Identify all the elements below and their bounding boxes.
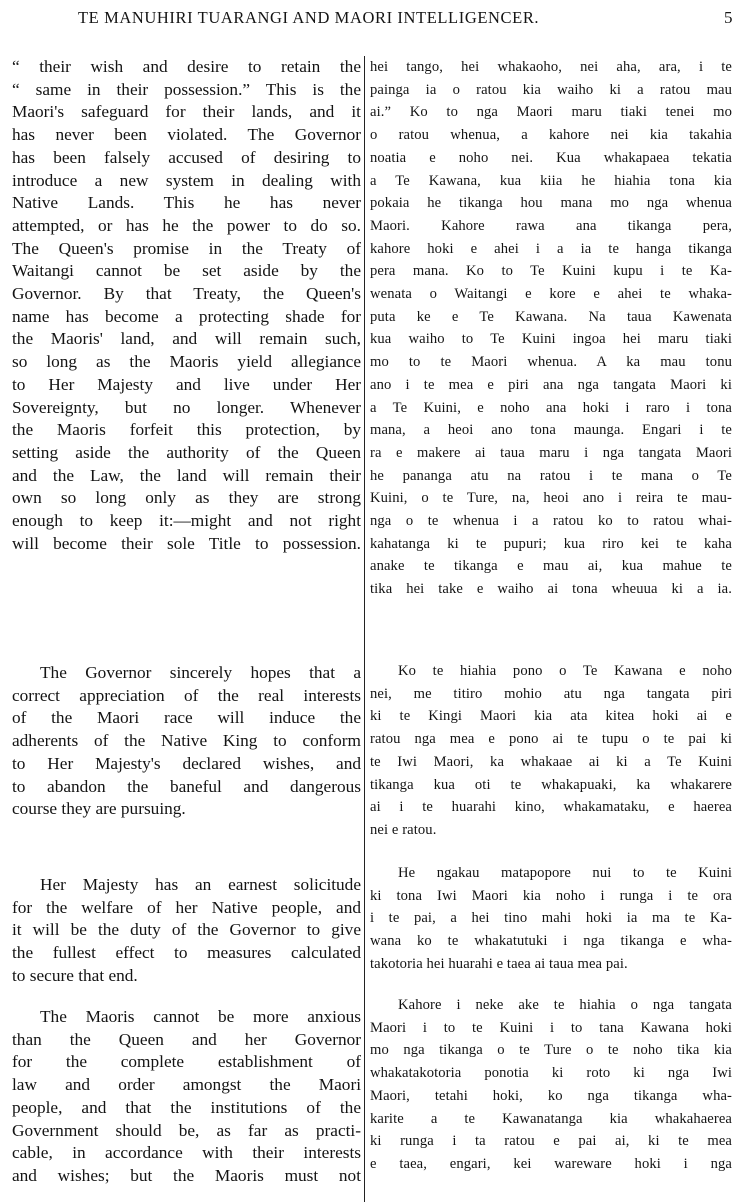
maori-paragraph bbox=[370, 56, 732, 601]
english-paragraph bbox=[12, 56, 361, 555]
text-line: a Te Kuini, e noho ana hoki i raro i tona bbox=[370, 399, 732, 416]
text-line: wenata o Waitangi e kore e ahei te whaka- bbox=[370, 286, 732, 303]
text-line: of the Maori race will induce the bbox=[12, 708, 361, 728]
text-line: painga ia o ratou kia waiho ki a ratou mau bbox=[370, 81, 732, 98]
text-line: has been falsely accused of desiring to bbox=[12, 147, 361, 167]
text-line: nei, me titiro mohio atu nga tangata piri bbox=[370, 685, 732, 702]
text-line: correct appreciation of the real interests bbox=[12, 685, 361, 705]
maori-paragraph bbox=[370, 994, 732, 1176]
text-line: noatia e noho nei. Kua whakapaea tekatia bbox=[370, 149, 732, 166]
english-column bbox=[12, 56, 361, 1202]
english-paragraph bbox=[12, 1006, 361, 1188]
text-line: kua waiho to Te Kuini ingoa hei maru tiaki bbox=[370, 331, 732, 348]
text-line: te Iwi Maori, ka whakaae ai ki a Te Kuini bbox=[370, 753, 732, 770]
text-line: the fullest effect to measures calculated bbox=[12, 943, 361, 963]
text-line: kahore hoki e ahei i a ia te hanga tikanga bbox=[370, 240, 732, 257]
text-line: The Maoris cannot be more anxious bbox=[40, 1007, 361, 1026]
text-line: wana ko te whakatutuki i nga tikanga e wha- bbox=[370, 933, 732, 950]
column-divider bbox=[364, 56, 365, 1202]
text-line: to secure that end. bbox=[12, 965, 138, 985]
text-line: mo nga tikanga o te Ture o te noho tika kia bbox=[370, 1042, 732, 1059]
running-header bbox=[0, 6, 748, 32]
text-line: He ngakau matapopore nui to te Kuini bbox=[398, 865, 732, 881]
text-line: ai i te huarahi kino, whakamataku, e haerea bbox=[370, 799, 732, 816]
text-line: Maori. Kahore rawa ana tikanga pera, bbox=[370, 217, 732, 234]
text-line: Maori, tetahi hoki, ko nga tikanga wha- bbox=[370, 1087, 732, 1104]
english-paragraph bbox=[12, 874, 361, 988]
text-line: and the Law, the land will remain their bbox=[12, 465, 361, 485]
text-line: ra e makere ai taua maru i nga tangata Maori bbox=[370, 444, 732, 461]
text-line: o ratou whenua, a kahore nei kia takahia bbox=[370, 127, 732, 144]
text-line: ki tona Iwi Maori kia noho i runga i te ora bbox=[370, 887, 732, 904]
text-line: e taea, engari, kei wareware hoki i nga bbox=[370, 1155, 732, 1172]
text-line: will become their sole Title to possession. bbox=[12, 533, 361, 553]
running-title: TE MANUHIRI TUARANGI AND MAORI INTELLIGENCER. bbox=[78, 8, 540, 27]
text-line: law and order amongst the Maori bbox=[12, 1075, 361, 1095]
text-line: the Maoris' land, and will remain such, bbox=[12, 329, 361, 349]
text-line: ai.” Ko to nga Maori maru tiaki tenei mo bbox=[370, 104, 732, 121]
text-line: the Maoris forfeit this protection, by bbox=[12, 420, 361, 440]
text-line: hei tango, hei whakaoho, nei aha, ara, i te bbox=[370, 59, 732, 75]
text-line: “ same in their possession.” This is the bbox=[12, 79, 361, 99]
text-line: takotoria hei huarahi e taea ai taua mea pai. bbox=[370, 955, 628, 972]
text-line: Maori i to te Kuini i to tana Kawana hoki bbox=[370, 1019, 732, 1036]
text-line: has never been violated. The Governor bbox=[12, 125, 361, 145]
text-line: Sovereignty, but no longer. Whenever bbox=[12, 397, 361, 417]
text-line: enough to keep it:—might and not right bbox=[12, 511, 361, 531]
text-line: so long as the Maoris yield allegiance bbox=[12, 352, 361, 372]
text-line: ratou nga mea e pono ai te tupu o te pai ki bbox=[370, 731, 732, 748]
text-line: Her Majesty has an earnest solicitude bbox=[40, 875, 361, 894]
text-line: ano i te mea e piri ana nga tangata Maori ki bbox=[370, 376, 732, 393]
text-line: puta ke e Te Kawana. Na taua Kawenata bbox=[370, 308, 732, 325]
text-line: cable, in accordance with their interests bbox=[12, 1143, 361, 1163]
text-line: a Te Kawana, kua kiia he hiahia tona kia bbox=[370, 172, 732, 189]
text-line: karite a te Kawanatanga kia whakahaerea bbox=[370, 1110, 732, 1127]
text-line: tikanga kua oti te whakapuaki, ka whakarere bbox=[370, 776, 732, 793]
text-line: pera mana. Ko to Te Kuini kupu i te Ka- bbox=[370, 263, 732, 280]
maori-paragraph bbox=[370, 862, 732, 976]
text-line: mo to te Maori whenua. A ka mau tonu bbox=[370, 354, 732, 371]
text-line: Kahore i neke ake te hiahia o nga tangata bbox=[398, 997, 732, 1013]
text-line: Native Lands. This he has never bbox=[12, 193, 361, 213]
text-line: nei e ratou. bbox=[370, 821, 437, 838]
text-line: for the welfare of her Native people, and bbox=[12, 897, 361, 917]
text-line: to Her Majesty's declared wishes, and bbox=[12, 753, 361, 773]
text-line: pokaia he tikanga hou mana mo nga whenua bbox=[370, 195, 732, 212]
text-line: Government should be, as far as practi- bbox=[12, 1120, 361, 1140]
text-line: i te pai, a hei tino mahi hoki ia ma te Ka- bbox=[370, 910, 732, 927]
text-line: course they are pursuing. bbox=[12, 799, 186, 819]
text-line: to abandon the baneful and dangerous bbox=[12, 776, 361, 796]
text-line: introduce a new system in dealing with bbox=[12, 170, 361, 190]
text-line: adherents of the Native King to conform bbox=[12, 731, 361, 751]
text-line: and wishes; but the Maoris must not bbox=[12, 1165, 361, 1185]
text-line: Ko te hiahia pono o Te Kawana e noho bbox=[398, 663, 732, 679]
text-line: whakatakotoria ponotia ki roto ki nga Iwi bbox=[370, 1065, 732, 1082]
english-paragraph bbox=[12, 662, 361, 821]
text-line: name has become a protecting shade for bbox=[12, 306, 361, 326]
text-line: ki te Kingi Maori kia ata kitea hoki ai e bbox=[370, 708, 732, 725]
maori-column bbox=[370, 56, 732, 1202]
text-line: Maori's safeguard for their lands, and it bbox=[12, 102, 361, 122]
text-line: nga o te whenua i a ratou ko to ratou whai- bbox=[370, 513, 732, 530]
text-line: own so long only as they are strong bbox=[12, 488, 361, 508]
text-line: The Queen's promise in the Treaty of bbox=[12, 238, 361, 258]
text-line: than the Queen and her Governor bbox=[12, 1029, 361, 1049]
text-line: kahatanga ki te pupuri; kua riro kei te kaha bbox=[370, 535, 732, 552]
text-line: The Governor sincerely hopes that a bbox=[40, 663, 361, 682]
text-line: it will be the duty of the Governor to give bbox=[12, 920, 361, 940]
text-line: tika hei take e waiho ai tona wheuua ki a ia. bbox=[370, 581, 732, 598]
text-line: people, and that the institutions of the bbox=[12, 1097, 361, 1117]
text-line: setting aside the authority of the Queen bbox=[12, 442, 361, 462]
text-line: he pananga atu na ratou i te mana o Te bbox=[370, 467, 732, 484]
maori-paragraph bbox=[370, 660, 732, 842]
text-line: “ their wish and desire to retain the bbox=[12, 57, 361, 76]
text-line: mana, a heoi ano tona maunga. Engari i te bbox=[370, 422, 732, 439]
text-line: ki runga i ta ratou e pai ai, ki te mea bbox=[370, 1133, 732, 1150]
text-line: for the complete establishment of bbox=[12, 1052, 361, 1072]
text-line: Kuini, o te Ture, na, heoi ano i reira te mau- bbox=[370, 490, 732, 507]
text-line: attempted, or has he the power to do so. bbox=[12, 215, 361, 235]
text-line: anake te tikanga e mau ai, kua mahue te bbox=[370, 558, 732, 575]
text-line: Governor. By that Treaty, the Queen's bbox=[12, 284, 361, 304]
text-line: Waitangi cannot be set aside by the bbox=[12, 261, 361, 281]
text-line: to Her Majesty and live under Her bbox=[12, 374, 361, 394]
page-number: 5 bbox=[724, 8, 733, 27]
